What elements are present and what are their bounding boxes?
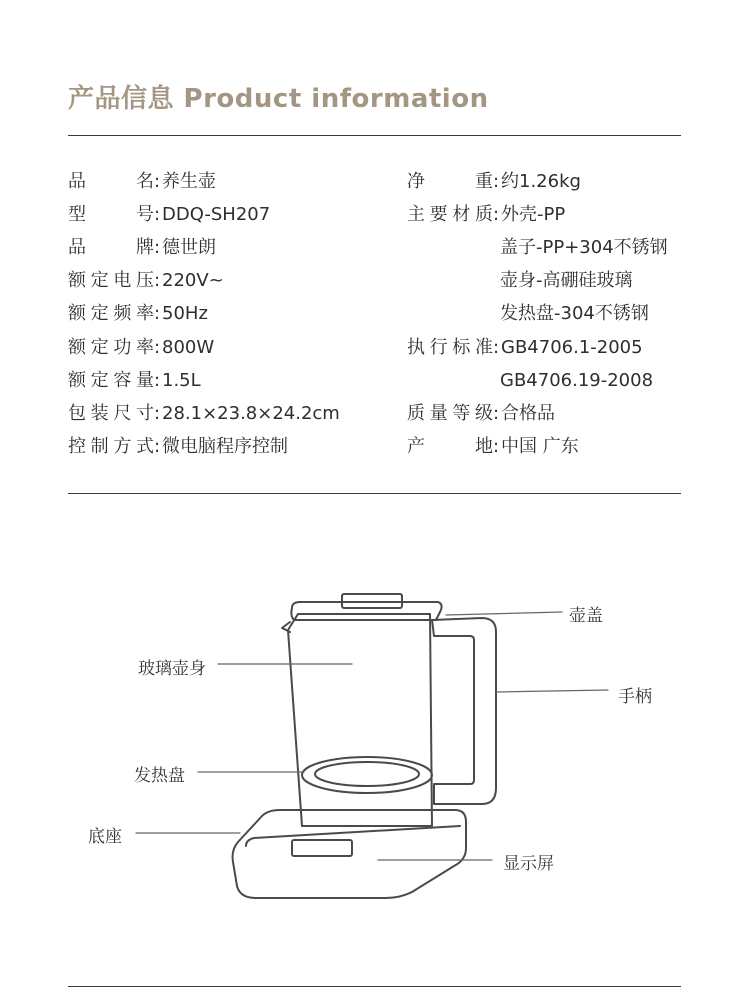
spec-label: 品名 (68, 171, 154, 192)
spec-row (407, 402, 555, 426)
spec-row (68, 203, 270, 227)
spec-value: 盖子-PP+304不锈钢 (500, 237, 668, 258)
spec-value: 约1.26kg (501, 171, 581, 192)
spec-label: 品牌 (68, 237, 154, 258)
top-divider (68, 135, 681, 136)
spec-label: 质量等级 (407, 403, 493, 424)
spec-row-continued (500, 302, 649, 326)
spec-label: 额定功率 (68, 337, 154, 358)
handle-label: 手柄 (618, 687, 652, 707)
spec-colon: : (493, 337, 500, 358)
spec-value: 中国 广东 (501, 436, 579, 457)
spec-colon: : (154, 270, 161, 291)
spec-value: 德世朗 (162, 237, 216, 258)
kettle-diagram (0, 560, 750, 920)
spec-value: GB4706.1-2005 (501, 337, 643, 358)
spec-colon: : (154, 237, 161, 258)
lid-illustration (291, 594, 441, 620)
handle-illustration (432, 618, 496, 804)
spec-row (68, 302, 208, 326)
spec-label: 包装尺寸 (68, 403, 154, 424)
spec-colon: : (154, 337, 161, 358)
bottom-divider (68, 986, 681, 987)
display-screen-illustration (292, 840, 352, 856)
lid-label: 壶盖 (569, 606, 603, 626)
spec-colon: : (493, 204, 500, 225)
spec-row-continued (500, 269, 633, 293)
spec-value: 220V~ (162, 270, 224, 291)
spec-row (68, 269, 224, 293)
page-title: 产品信息 Product information (68, 84, 489, 114)
spec-colon: : (154, 370, 161, 391)
spec-label: 型号 (68, 204, 154, 225)
spec-row (407, 170, 581, 194)
spec-value: 微电脑程序控制 (162, 436, 288, 457)
spec-label: 控制方式 (68, 436, 154, 457)
spec-colon: : (154, 303, 161, 324)
spec-row (68, 402, 340, 426)
spec-value: 养生壶 (162, 171, 216, 192)
spec-row-continued (500, 369, 653, 393)
spec-row (407, 203, 565, 227)
spec-row (68, 336, 214, 360)
spec-colon: : (154, 403, 161, 424)
spec-colon: : (154, 204, 161, 225)
spec-value: 外壳-PP (501, 204, 566, 225)
spec-row (407, 336, 643, 360)
spec-colon: : (154, 171, 161, 192)
spec-label: 执行标准 (407, 337, 493, 358)
glass-body-illustration (282, 614, 432, 826)
spec-label: 额定频率 (68, 303, 154, 324)
base-label: 底座 (88, 827, 122, 847)
spec-row (68, 435, 288, 459)
spec-value: DDQ-SH207 (162, 204, 271, 225)
spec-colon: : (493, 403, 500, 424)
spec-value: 50Hz (162, 303, 208, 324)
lid-callout-line (446, 612, 562, 615)
callout-lines (136, 612, 608, 860)
heating-plate-label: 发热盘 (134, 766, 185, 786)
spec-label: 主要材质 (407, 204, 493, 225)
spec-value: 800W (162, 337, 215, 358)
spec-colon: : (493, 171, 500, 192)
glass-body-label: 玻璃壶身 (138, 659, 206, 679)
handle-callout-line (496, 690, 608, 692)
spec-label: 净重 (407, 171, 493, 192)
spec-colon: : (154, 436, 161, 457)
heating-plate-inner (315, 762, 419, 786)
spec-row (68, 369, 201, 393)
spec-value: GB4706.19-2008 (500, 370, 654, 391)
spec-value: 1.5L (162, 370, 201, 391)
spec-label: 产地 (407, 436, 493, 457)
spec-value: 发热盘-304不锈钢 (500, 303, 649, 324)
spec-label: 额定电压 (68, 270, 154, 291)
spec-colon: : (493, 436, 500, 457)
spec-label: 额定容量 (68, 370, 154, 391)
display-label: 显示屏 (503, 854, 554, 874)
spec-value: 壶身-高硼硅玻璃 (500, 270, 633, 291)
spec-row (68, 170, 216, 194)
spec-row (68, 236, 216, 260)
spec-value: 28.1×23.8×24.2cm (162, 403, 340, 424)
spec-row (407, 435, 579, 459)
middle-divider (68, 493, 681, 494)
spec-value: 合格品 (501, 403, 555, 424)
spec-row-continued (500, 236, 668, 260)
